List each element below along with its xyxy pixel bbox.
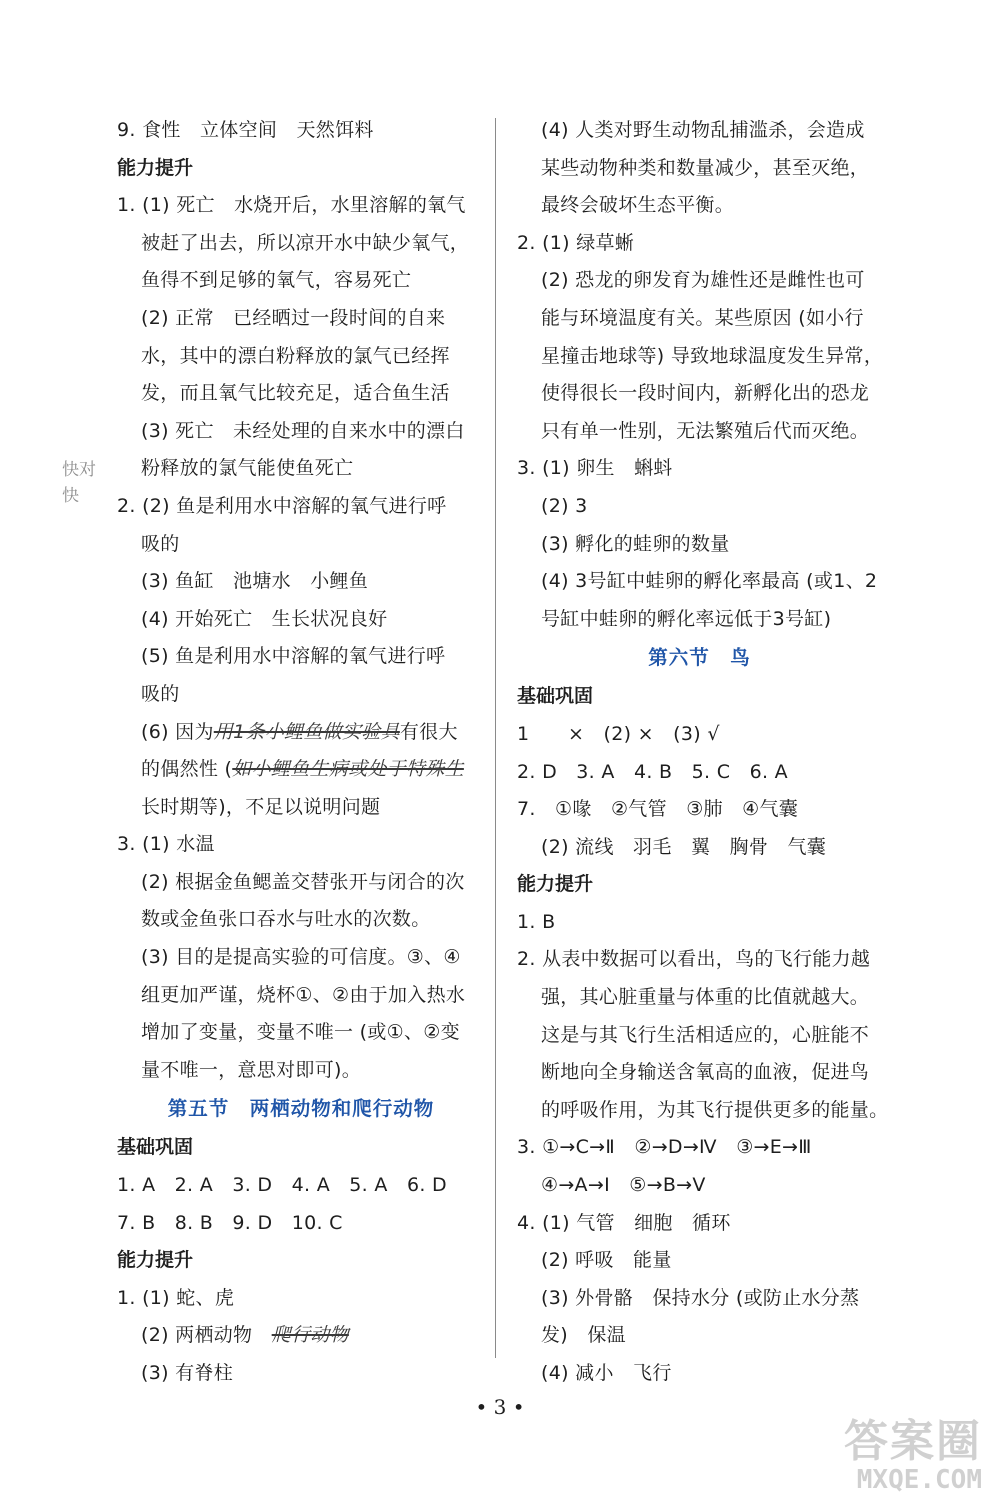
answer-line: 水，其中的漂白粉释放的氯气已经挥 <box>141 344 450 367</box>
answer-line: 强，其心脏重量与体重的比值就越大。 <box>541 986 870 1009</box>
answer-line: (2) 正常 已经晒过一段时间的自来 <box>141 306 446 329</box>
answer-line: (2) 呼吸 能量 <box>541 1249 672 1272</box>
answer-line: 1 × (2) × (3) √ <box>517 722 720 745</box>
answer-line: 2. (1) 绿草蜥 <box>517 231 635 254</box>
answer-line: 3. (1) 卵生 蝌蚪 <box>517 457 673 480</box>
answer-line <box>117 1317 485 1355</box>
answer-line: (4) 3号缸中蛙卵的孵化率最高 (或1、2 <box>541 570 878 593</box>
margin-note <box>62 457 96 509</box>
struck-text: 爬行动物 <box>271 1324 349 1347</box>
answer-line: 使得很长一段时间内，新孵化出的恐龙 <box>541 382 870 405</box>
left-column <box>117 112 485 1393</box>
answer-line: (5) 鱼是利用水中溶解的氧气进行呼 <box>141 645 446 668</box>
answer-line: (2) 根据金鱼鳃盖交替张开与闭合的次 <box>141 870 465 893</box>
section-heading: 基础巩固 <box>117 1136 194 1159</box>
answer-line: 的呼吸作用，为其飞行提供更多的能量。 <box>541 1098 889 1121</box>
answer-line: 3. ①→C→Ⅱ ②→D→Ⅳ ③→E→Ⅲ <box>517 1136 812 1159</box>
section-heading: 能力提升 <box>117 156 194 179</box>
answer-line: 粉释放的氯气能使鱼死亡 <box>141 457 354 480</box>
column-divider <box>495 118 496 1358</box>
answer-line: 长时期等)，不足以说明问题 <box>141 795 381 818</box>
answer-line: 1. B <box>517 910 556 933</box>
answer-line: (2) 3 <box>541 494 588 517</box>
struck-text: 用1条小鲤鱼做实验具 <box>213 720 400 743</box>
struck-text: 如小鲤鱼生病或处于特殊生 <box>232 758 464 781</box>
watermark-url: MXQE.COM <box>856 1465 982 1495</box>
answer-line: 9. 食性 立体空间 天然饵料 <box>117 119 374 141</box>
answer-line: (3) 外骨骼 保持水分 (或防止水分蒸 <box>541 1286 860 1309</box>
section-title: 第五节 两栖动物和爬行动物 <box>167 1097 435 1121</box>
answer-line: 量不唯一，意思对即可)。 <box>141 1058 362 1081</box>
answer-line: 7. B 8. B 9. D 10. C <box>117 1211 343 1234</box>
answer-line: (3) 有脊柱 <box>141 1362 234 1384</box>
watermark-logo <box>844 1418 982 1494</box>
answer-line: 组更加严谨，烧杯①、②由于加入热水 <box>141 983 466 1006</box>
answer-line: 3. (1) 水温 <box>117 833 215 856</box>
answer-line: 4. (1) 气管 细胞 循环 <box>517 1211 731 1234</box>
answer-line: (4) 减小 飞行 <box>541 1362 672 1384</box>
section-title: 第六节 鸟 <box>648 646 751 670</box>
answer-line: 2. 从表中数据可以看出，鸟的飞行能力越 <box>517 948 871 971</box>
answer-line: 7. ①喙 ②气管 ③肺 ④气囊 <box>517 798 799 821</box>
answer-line: (2) 恐龙的卵发育为雄性还是雌性也可 <box>541 269 865 292</box>
answer-line: 吸的 <box>141 682 180 705</box>
answer-line: 某些动物种类和数量减少，甚至灭绝， <box>541 156 870 179</box>
answer-line: 2. (2) 鱼是利用水中溶解的氧气进行呼 <box>117 494 447 517</box>
answer-line: 发) 保温 <box>541 1324 626 1347</box>
answer-line: (4) 开始死亡 生长状况良好 <box>141 607 388 630</box>
watermark-text: 答案圈 <box>844 1416 982 1467</box>
answer-line: 1. (1) 蛇、虎 <box>117 1286 235 1309</box>
answer-line: 只有单一性别，无法繁殖后代而灭绝。 <box>541 419 870 442</box>
answer-line: (3) 鱼缸 池塘水 小鲤鱼 <box>141 570 369 593</box>
margin-note-line: 快 <box>62 486 79 506</box>
answer-text: 有很大 <box>399 720 458 743</box>
answer-line: 1. A 2. A 3. D 4. A 5. A 6. D <box>117 1174 447 1197</box>
answer-text: (2) 两栖动物 <box>141 1324 272 1347</box>
answer-line: 号缸中蛙卵的孵化率远低于3号缸) <box>541 607 832 630</box>
answer-line: 发，而且氧气比较充足，适合鱼生活 <box>141 382 450 405</box>
answer-line: 增加了变量，变量不唯一 (或①、②变 <box>141 1021 460 1044</box>
margin-note-line: 快对 <box>62 460 96 480</box>
answer-line: 鱼得不到足够的氧气，容易死亡 <box>141 269 412 292</box>
answer-text: (6) 因为 <box>141 720 214 743</box>
page-number: • 3 • <box>475 1395 525 1419</box>
answer-line: (4) 人类对野生动物乱捕滥杀，会造成 <box>541 119 865 141</box>
answer-line: 数或金鱼张口吞水与吐水的次数。 <box>141 908 431 931</box>
answer-text: 的偶然性 ( <box>141 758 233 781</box>
answer-line: 断地向全身输送含氧高的血液，促进鸟 <box>541 1061 870 1084</box>
answer-line <box>117 714 485 752</box>
section-heading: 能力提升 <box>517 873 594 896</box>
answer-line: 吸的 <box>141 532 180 555</box>
answer-line <box>117 751 485 789</box>
section-heading: 能力提升 <box>117 1249 194 1272</box>
answer-line: ④→A→Ⅰ ⑤→B→Ⅴ <box>541 1174 706 1197</box>
answer-line: 2. D 3. A 4. B 5. C 6. A <box>517 760 788 783</box>
answer-line: 1. (1) 死亡 水烧开后，水里溶解的氧气 <box>117 194 466 217</box>
right-column <box>517 112 889 1393</box>
answer-line: (3) 目的是提高实验的可信度。③、④ <box>141 946 461 969</box>
answer-line: (3) 死亡 未经处理的自来水中的漂白 <box>141 419 465 442</box>
section-heading: 基础巩固 <box>517 685 594 708</box>
answer-line: (3) 孵化的蛙卵的数量 <box>541 532 730 555</box>
answer-line: 能与环境温度有关。某些原因 (如小行 <box>541 306 864 329</box>
answer-line: 被赶了出去，所以凉开水中缺少氧气， <box>141 231 470 254</box>
answer-line: (2) 流线 羽毛 翼 胸骨 气囊 <box>541 835 827 858</box>
answer-line: 最终会破坏生态平衡。 <box>541 194 735 217</box>
answer-line: 这是与其飞行生活相适应的，心脏能不 <box>541 1023 870 1046</box>
answer-line: 星撞击地球等) 导致地球温度发生异常， <box>541 344 884 367</box>
